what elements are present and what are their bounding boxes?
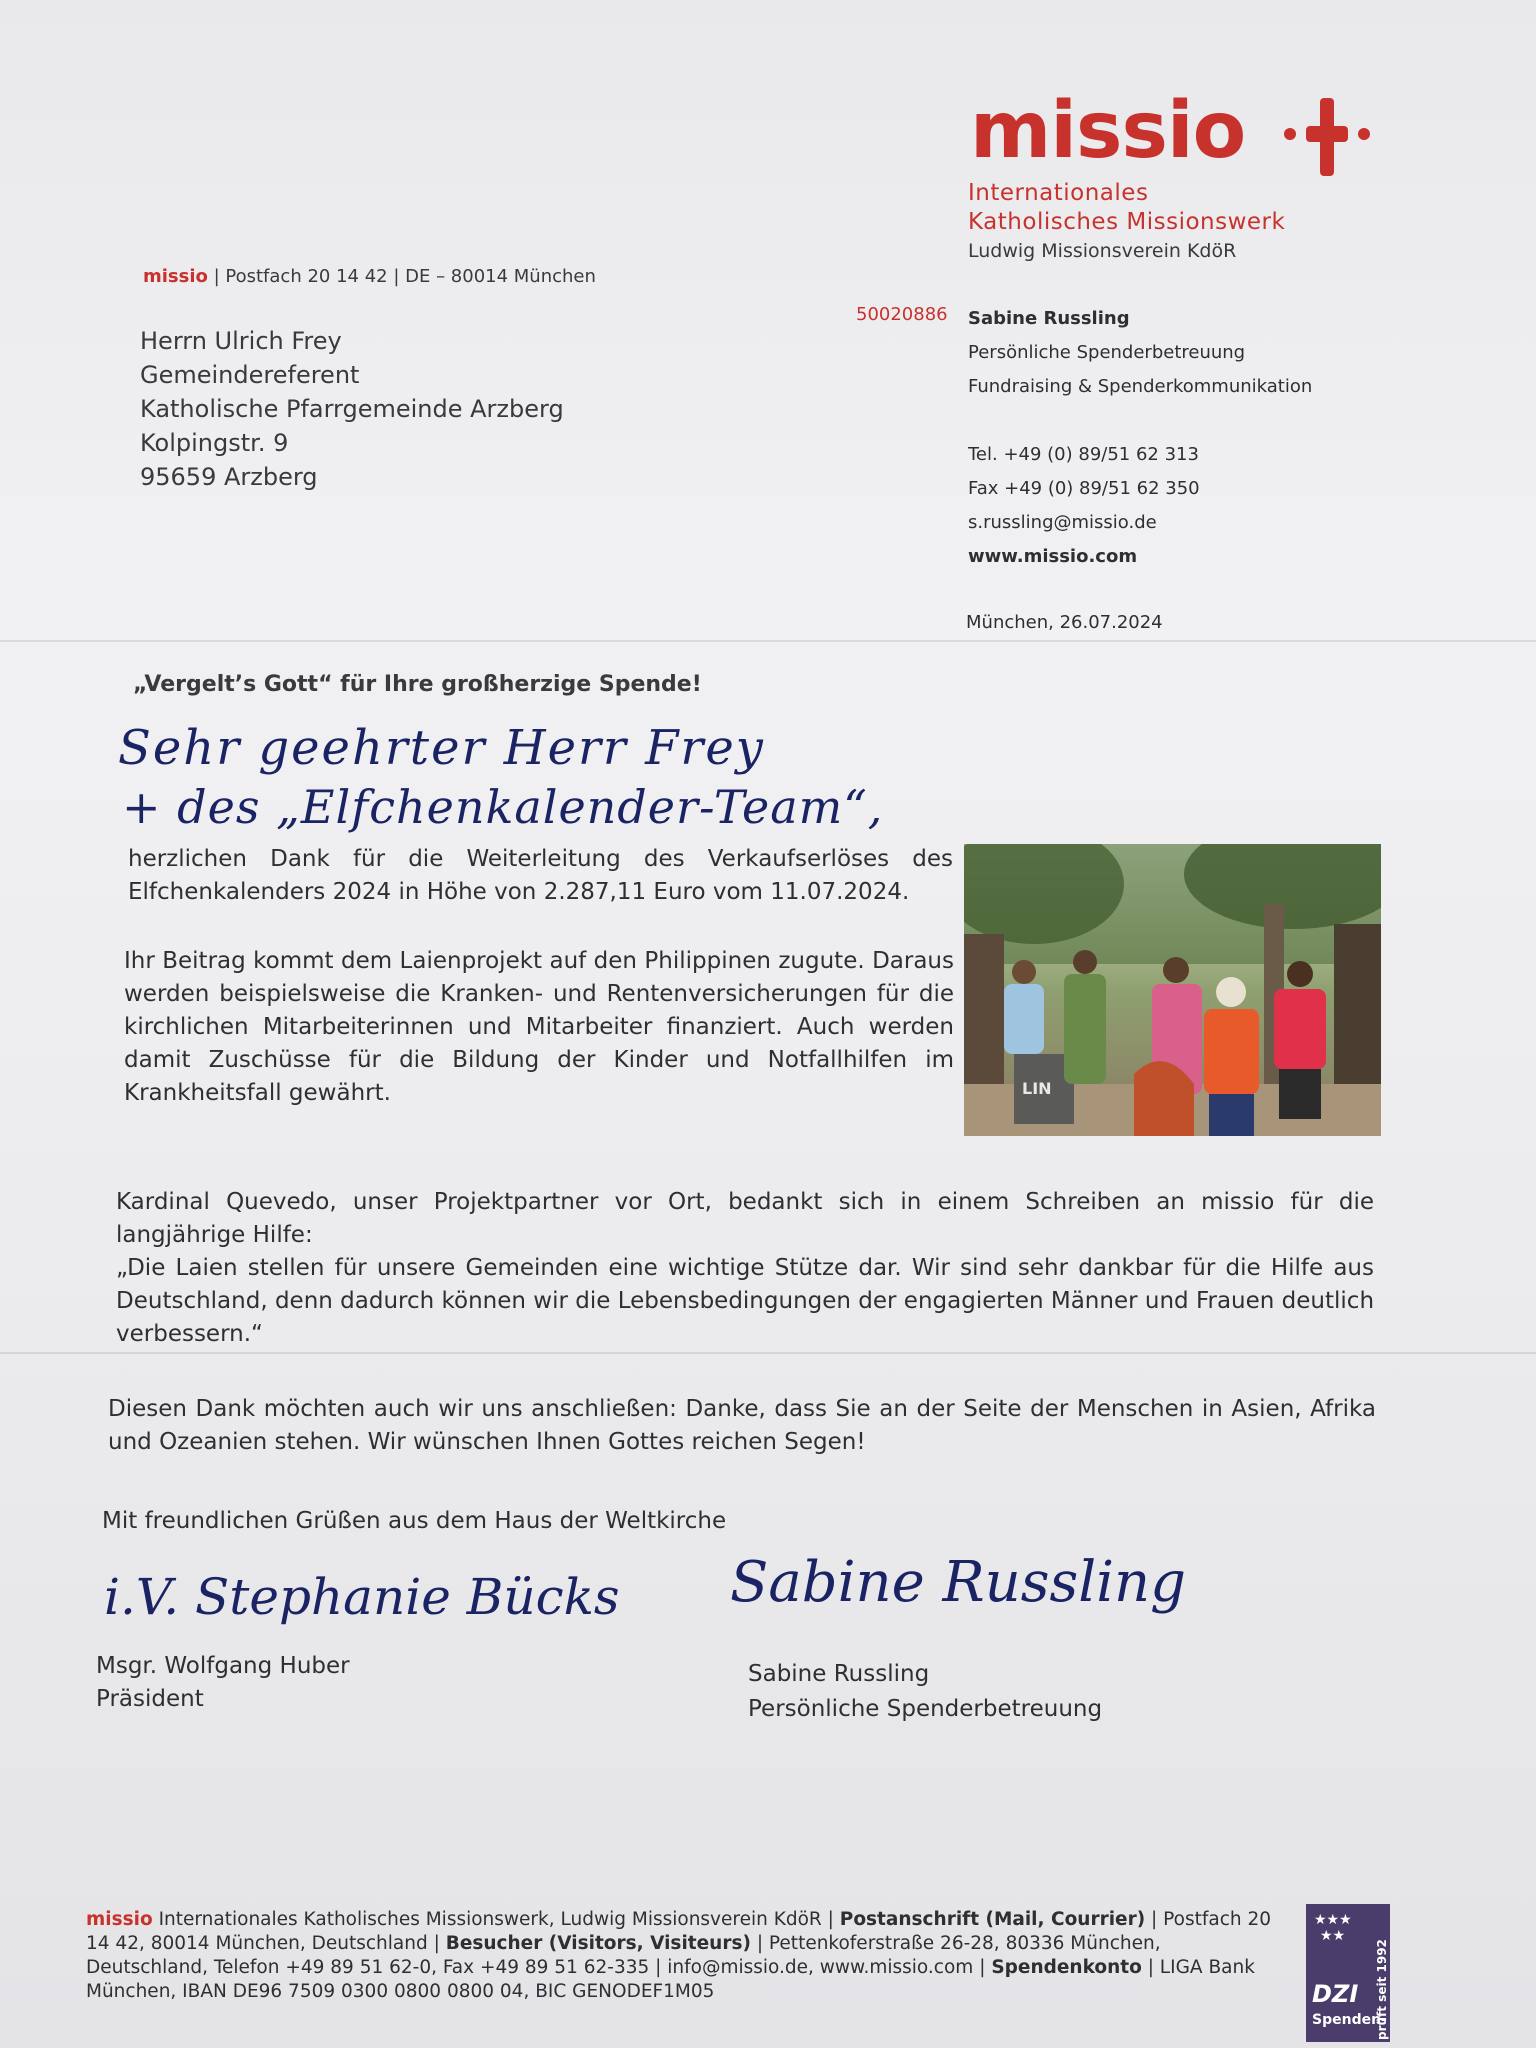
signatory-left-name: Msgr. Wolfgang Huber — [96, 1653, 350, 1679]
svg-text:★★★: ★★★ — [1314, 1912, 1352, 1928]
recipient-line: Kolpingstr. 9 — [140, 429, 289, 457]
recipient-address-block — [140, 324, 564, 494]
dzi-seal — [1306, 1902, 1392, 2042]
dzi-vertical-text: prüft seit 1992 — [1375, 1939, 1389, 2040]
body-paragraph-blessing: Diesen Dank möchten auch wir uns anschließen: Danke, dass Sie an der Seite der Menschen in Asien, Afrika und Ozeanien stehen. Wir wünschen Ihnen Gottes reichen Segen! — [108, 1396, 1376, 1455]
logo-subtitle-line2: Katholisches Missionswerk — [968, 209, 1286, 235]
body-paragraph-thanks: herzlichen Dank für die Weiterleitung des Verkaufserlöses des Elfchenkalenders 2024 in Höhe von 2.287,11 Euro vom 11.07.2024. — [128, 846, 953, 905]
signatory-right-title: Persönliche Spenderbetreuung — [748, 1696, 1103, 1722]
signatory-right — [748, 1657, 1102, 1727]
sender-brand: missio — [143, 266, 208, 287]
contact-role: Persönliche Spenderbetreuung — [968, 342, 1246, 363]
contact-email: s.russling@missio.de — [968, 512, 1157, 533]
contact-block — [968, 302, 1312, 574]
footer-text: | Pettenkoferstraße 26-28, 80336 München, Deutschland, Telefon +49 89 51 62-0, Fax +49 89 51 62-335 | info@missio.de, www.missio.com | — [86, 1933, 1161, 1978]
paper-fold-line — [0, 640, 1536, 642]
letter-date: München, 26.07.2024 — [966, 612, 1163, 633]
footer-brand: missio — [86, 1909, 153, 1930]
project-photo — [964, 844, 1381, 1136]
logo-subtitle-line3: Ludwig Missionsverein KdöR — [968, 240, 1237, 262]
handwritten-salutation-line1: Sehr geehrter Herr Frey — [118, 720, 765, 776]
cardinal-quote: „Die Laien stellen für unsere Gemeinden eine wichtige Stütze dar. Wir sind sehr dankbar für die Hilfe aus Deutschland, denn dadurch können wir die Lebensbedingungen der engagierten Männer und Frauen deutlich verbessern.“ — [116, 1255, 1375, 1347]
missio-logo-wordmark: missio — [970, 86, 1246, 176]
contact-department: Fundraising & Spenderkommunikation — [968, 376, 1313, 397]
recipient-line: Gemeindereferent — [140, 361, 360, 389]
svg-text:★★: ★★ — [1320, 1928, 1346, 1944]
signatory-left-title: Präsident — [96, 1686, 204, 1712]
footer-text: Internationales Katholisches Missionswerk, Ludwig Missionsverein KdöR | — [152, 1909, 840, 1930]
missio-cross-logo-icon — [1282, 98, 1372, 176]
recipient-line: Katholische Pfarrgemeinde Arzberg — [140, 395, 564, 423]
contact-fax: Fax +49 (0) 89/51 62 350 — [968, 478, 1200, 499]
footer-postanschrift: Postanschrift (Mail, Courrier) — [839, 1909, 1146, 1930]
logo-subtitle-line1: Internationales — [968, 180, 1149, 206]
cardinal-intro: Kardinal Quevedo, unser Projektpartner vor Ort, bedankt sich in einem Schreiben an missio für die langjährige Hilfe: — [116, 1189, 1374, 1248]
sender-address: | Postfach 20 14 42 | DE – 80014 München — [207, 266, 596, 287]
footer-besucher: Besucher (Visitors, Visiteurs) — [445, 1933, 751, 1954]
signatory-right-name: Sabine Russling — [748, 1661, 930, 1687]
handwritten-salutation-line2: + des „Elfchenkalender-Team“, — [122, 780, 884, 834]
reference-number: 50020886 — [856, 304, 948, 325]
contact-website: www.missio.com — [968, 546, 1138, 567]
letter-footer — [86, 1908, 1286, 2004]
dzi-label: DZI — [1312, 1980, 1359, 2008]
footer-spendenkonto: Spendenkonto — [991, 1957, 1142, 1978]
letter-subject: „Vergelt’s Gott“ für Ihre großherzige Spende! — [133, 672, 702, 697]
signatory-left — [96, 1650, 350, 1716]
sender-return-address — [143, 266, 596, 287]
signature-left: i.V. Stephanie Bücks — [104, 1568, 620, 1626]
footer-text: | Postfach 20 14 42, 80014 München, Deutschland | — [86, 1909, 1272, 1954]
signature-right: Sabine Russling — [730, 1550, 1186, 1615]
recipient-line: 95659 Arzberg — [140, 463, 318, 491]
photo-sign-text: LIN — [1022, 1079, 1052, 1098]
recipient-line: Herrn Ulrich Frey — [140, 327, 342, 355]
dzi-seal-icon — [1306, 1902, 1392, 2042]
body-paragraph-project: Ihr Beitrag kommt dem Laienprojekt auf den Philippinen zugute. Daraus werden beispielsweise die Kranken- und Rentenversicherungen für die kirchlichen Mitarbeiterinnen und Mitarbeiter finanziert. Auch werden damit Zuschüsse für die Bildung der Kinder und Notfallhilfen im Krankheitsfall gewährt. — [124, 948, 954, 1106]
body-paragraph-cardinal — [116, 1186, 1374, 1351]
dzi-sub: Spenden- — [1312, 2012, 1387, 2028]
paper-fold-line — [0, 1352, 1536, 1354]
photo-illustration — [964, 844, 1381, 1136]
contact-phone: Tel. +49 (0) 89/51 62 313 — [968, 444, 1199, 465]
contact-name: Sabine Russling — [968, 308, 1130, 329]
closing-greeting: Mit freundlichen Grüßen aus dem Haus der Weltkirche — [102, 1508, 727, 1534]
footer-text: | LIGA Bank München, IBAN DE96 7509 0300 0800 0800 04, BIC GENODEF1M05 — [86, 1957, 1255, 2002]
